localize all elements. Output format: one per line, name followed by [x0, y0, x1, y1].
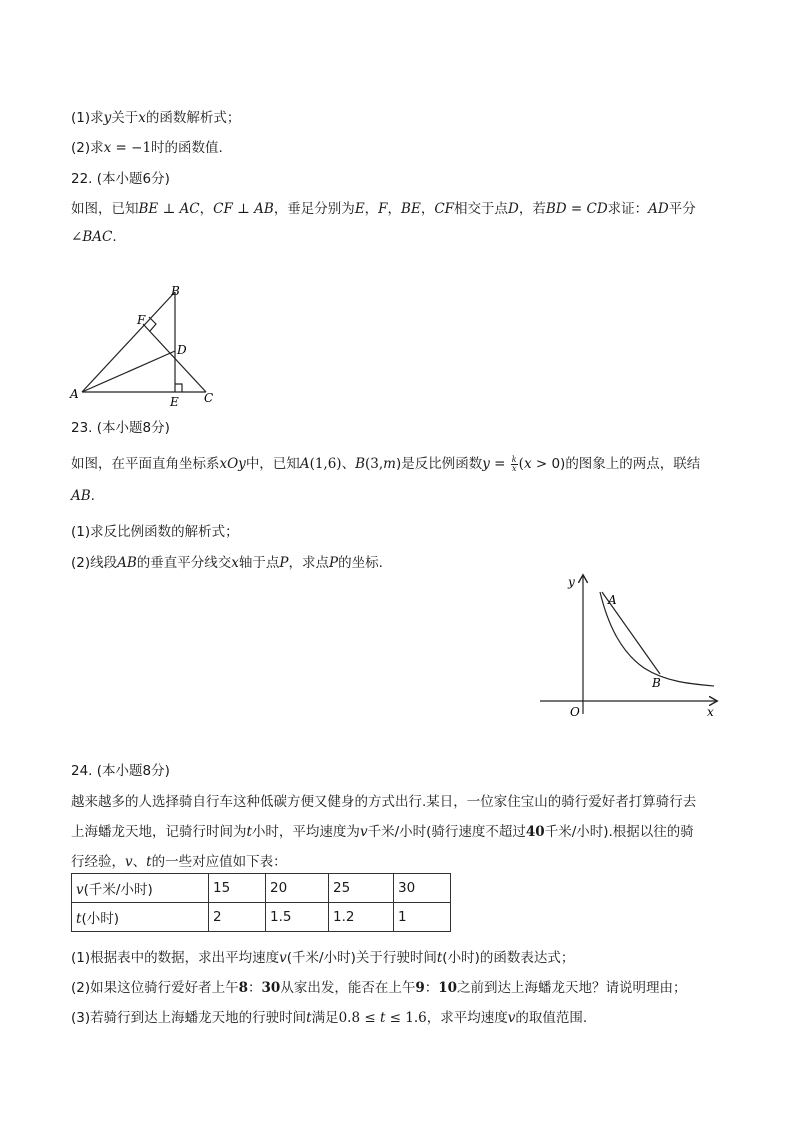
table-row [72, 903, 451, 932]
segment-ad [82, 351, 175, 392]
table-cell: 30 [394, 874, 451, 903]
hyperbola-curve [600, 592, 714, 686]
label-f: F [137, 313, 146, 327]
label-e: E [170, 395, 179, 409]
q22-triangle-figure [66, 280, 226, 410]
q23-header: 23. (本小题8分) [71, 420, 170, 436]
q21-part2: (2)求x = −1时的函数值. [71, 140, 223, 156]
table-cell: 20 [266, 874, 329, 903]
q22-statement-line1: 如图，已知BE ⊥ AC，CF ⊥ AB，垂足分别为E，F，BE，CF相交于点D，若BD = CD求证：AD平分 [71, 201, 696, 217]
table-cell: 2 [209, 903, 266, 932]
label-a: A [70, 387, 79, 401]
q24-part1: (1)根据表中的数据，求出平均速度v(千米/小时)关于行驶时间t(小时)的函数表达式； [71, 950, 575, 966]
q23-hyperbola-figure [536, 570, 726, 720]
label-o: O [570, 705, 580, 719]
q24-paragraph-line3: 行经验，v、t的一些对应值如下表： [71, 854, 287, 870]
label-y: y [568, 575, 575, 589]
q24-paragraph-line1: 越来越多的人选择骑自行车这种低碳方便又健身的方式出行.某日，一位家住宝山的骑行爱好者打算骑行去 [71, 794, 697, 810]
label-x: x [707, 705, 714, 719]
q24-header: 24. (本小题8分) [71, 763, 170, 779]
label-b: B [171, 284, 180, 298]
q24-value-table [71, 873, 451, 932]
table-cell: 15 [209, 874, 266, 903]
q23-statement-line2: AB. [71, 488, 95, 504]
q24-part3: (3)若骑行到达上海蟠龙天地的行驶时间t满足0.8 ≤ t ≤ 1.6，求平均速度v的取值范围. [71, 1010, 588, 1026]
label-a: A [608, 593, 617, 607]
table-cell-header: t(小时) [72, 903, 209, 932]
label-b: B [652, 676, 661, 690]
q23-statement-line1: 如图，在平面直角坐标系xOy中，已知A(1,6)、B(3,m)是反比例函数y = $\frac{k}{x}$ (x > 0)的图象上的两点，联结 [71, 454, 701, 473]
right-angle-mark-e [175, 384, 182, 392]
q22-header: 22. (本小题6分) [71, 171, 170, 187]
table-row [72, 874, 451, 903]
q24-paragraph-line2: 上海蟠龙天地，记骑行时间为t小时，平均速度为v千米/小时(骑行速度不超过40千米/小时).根据以往的骑 [71, 824, 694, 840]
q22-statement-line2: ∠BAC. [71, 229, 117, 245]
label-c: C [204, 391, 214, 405]
q24-part2: (2)如果这位骑行爱好者上午8：30从家出发，能否在上午9：10之前到达上海蟠龙天地？请说明理由； [71, 980, 687, 996]
q21-part1: (1)求y关于x的函数解析式； [71, 110, 241, 126]
label-d: D [177, 343, 187, 357]
q23-part1: (1)求反比例函数的解析式； [71, 524, 239, 540]
fraction-k-over-x: $\frac{k}{x}$ [511, 454, 517, 473]
table-cell: 1 [394, 903, 451, 932]
table-cell-header: v(千米/小时) [72, 874, 209, 903]
table-cell: 1.5 [266, 903, 329, 932]
table-cell: 1.2 [329, 903, 394, 932]
segment-ab [82, 292, 175, 392]
table-cell: 25 [329, 874, 394, 903]
q23-part2: (2)线段AB的垂直平分线交x轴于点P，求点P的坐标. [71, 555, 383, 571]
